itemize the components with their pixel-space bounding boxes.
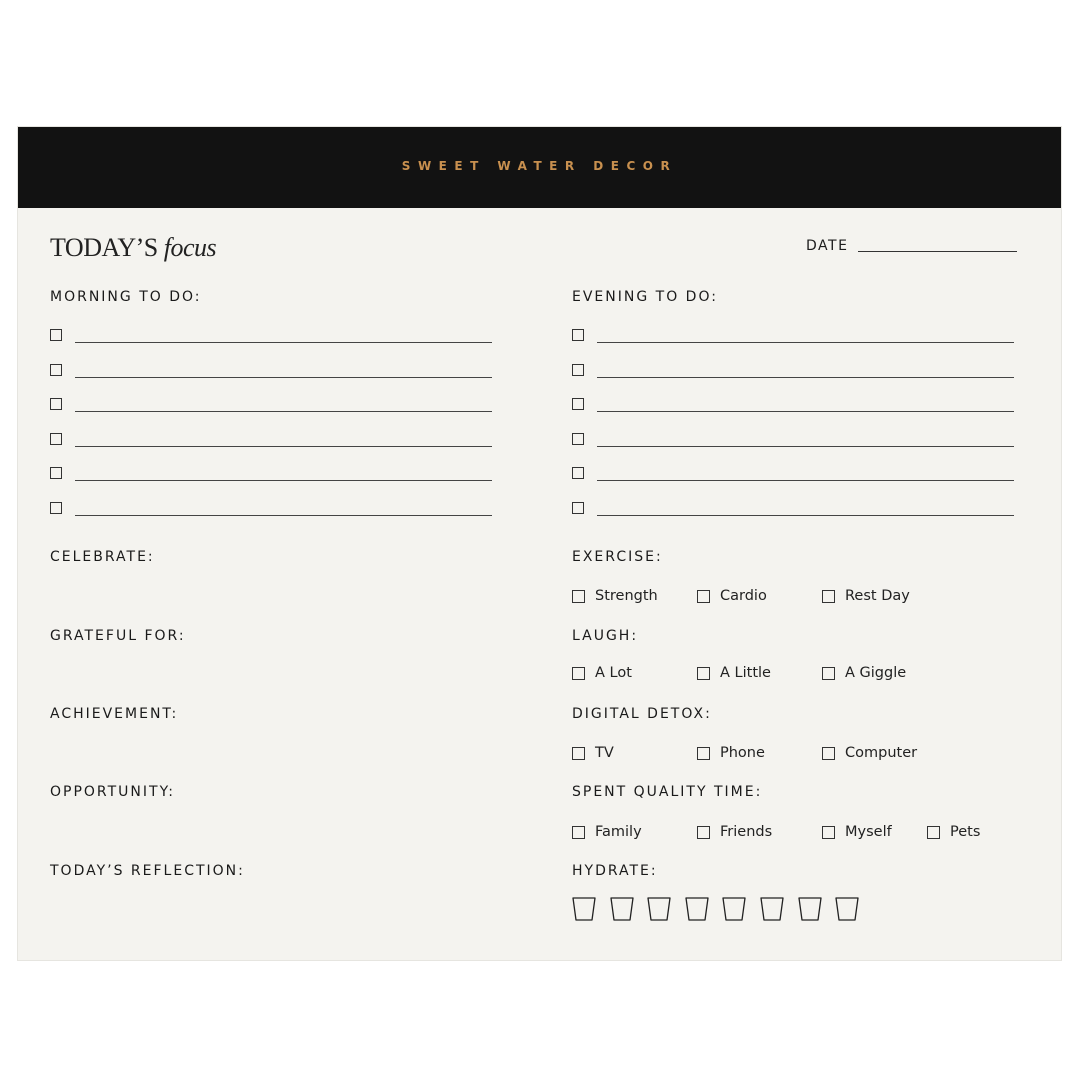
checkbox-icon[interactable] (572, 398, 584, 410)
achievement-heading: ACHIEVEMENT: (50, 706, 179, 722)
evening-todo-row[interactable] (572, 432, 1014, 452)
todo-write-line[interactable] (75, 342, 492, 343)
checkbox-icon[interactable] (697, 747, 710, 760)
evening-todo-row[interactable] (572, 328, 1014, 348)
todo-write-line[interactable] (597, 342, 1014, 343)
todo-write-line[interactable] (597, 480, 1014, 481)
checkbox-icon[interactable] (572, 826, 585, 839)
checkbox-icon[interactable] (822, 826, 835, 839)
evening-todo-row[interactable] (572, 363, 1014, 383)
checkbox-icon[interactable] (822, 590, 835, 603)
opportunity-heading: OPPORTUNITY: (50, 784, 175, 800)
todo-write-line[interactable] (75, 480, 492, 481)
todo-write-line[interactable] (75, 515, 492, 516)
checkbox-icon[interactable] (572, 433, 584, 445)
date-label: DATE (806, 238, 849, 254)
water-cup-icon[interactable] (647, 897, 671, 921)
checkbox-icon[interactable] (572, 747, 585, 760)
todo-write-line[interactable] (597, 411, 1014, 412)
checkbox-icon[interactable] (50, 502, 62, 514)
hydrate-heading: HYDRATE: (572, 863, 658, 879)
todo-write-line[interactable] (75, 377, 492, 378)
grateful-for-heading: GRATEFUL FOR: (50, 628, 186, 644)
morning-todo-row[interactable] (50, 432, 492, 452)
water-cup-icon[interactable] (798, 897, 822, 921)
todo-write-line[interactable] (597, 377, 1014, 378)
checkbox-icon[interactable] (697, 590, 710, 603)
water-cup-icon[interactable] (610, 897, 634, 921)
planner-notepad: SWEET WATER DECOR TODAY’S focus DATE MORNING TO DO: EVENING TO DO: CELEBRATE: GRATEFUL FOR: ACHIEVEMENT: OPPORTUNITY: TODAY’S REFLECTION: EXERCISE: Strength Cardio Rest Day LAUGH: A Lot A Little A Giggle DIGITAL DETOX: TV Phone Computer SPENT QUALITY TIME: Family Friends Myself Pets HYDRATE: (18, 127, 1061, 960)
water-cup-icon[interactable] (760, 897, 784, 921)
water-cup-icon[interactable] (835, 897, 859, 921)
todo-write-line[interactable] (597, 515, 1014, 516)
checkbox-icon[interactable] (572, 329, 584, 341)
laugh-heading: LAUGH: (572, 628, 639, 644)
digital-detox-heading: DIGITAL DETOX: (572, 706, 712, 722)
todo-write-line[interactable] (75, 411, 492, 412)
brand-name: SWEET WATER DECOR (401, 159, 678, 173)
todo-write-line[interactable] (597, 446, 1014, 447)
date-input-line[interactable] (858, 251, 1017, 252)
checkbox-icon[interactable] (927, 826, 940, 839)
checkbox-icon[interactable] (572, 467, 584, 479)
checkbox-icon[interactable] (50, 329, 62, 341)
todays-reflection-heading: TODAY’S REFLECTION: (50, 863, 245, 879)
spent-quality-time-heading: SPENT QUALITY TIME: (572, 784, 763, 800)
header-bar (18, 127, 1061, 208)
page-title (50, 233, 216, 263)
morning-todo-row[interactable] (50, 501, 492, 521)
checkbox-icon[interactable] (822, 667, 835, 680)
morning-todo-row[interactable] (50, 397, 492, 417)
checkbox-icon[interactable] (572, 364, 584, 376)
exercise-heading: EXERCISE: (572, 549, 663, 565)
morning-todo-row[interactable] (50, 363, 492, 383)
evening-todo-row[interactable] (572, 466, 1014, 486)
checkbox-icon[interactable] (50, 398, 62, 410)
checkbox-icon[interactable] (697, 667, 710, 680)
checkbox-icon[interactable] (697, 826, 710, 839)
morning-todo-row[interactable] (50, 328, 492, 348)
evening-todo-heading: EVENING TO DO: (572, 289, 718, 305)
water-cup-icon[interactable] (722, 897, 746, 921)
evening-todo-row[interactable] (572, 501, 1014, 521)
checkbox-icon[interactable] (50, 433, 62, 445)
checkbox-icon[interactable] (572, 667, 585, 680)
celebrate-heading: CELEBRATE: (50, 549, 155, 565)
checkbox-icon[interactable] (50, 467, 62, 479)
todo-write-line[interactable] (75, 446, 492, 447)
checkbox-icon[interactable] (572, 502, 584, 514)
morning-todo-heading: MORNING TO DO: (50, 289, 202, 305)
water-cup-icon[interactable] (572, 897, 596, 921)
morning-todo-row[interactable] (50, 466, 492, 486)
checkbox-icon[interactable] (50, 364, 62, 376)
checkbox-icon[interactable] (822, 747, 835, 760)
water-cup-icon[interactable] (685, 897, 709, 921)
checkbox-icon[interactable] (572, 590, 585, 603)
evening-todo-row[interactable] (572, 397, 1014, 417)
title-accent: focus (163, 233, 217, 262)
title-main: TODAY’S (50, 233, 158, 262)
